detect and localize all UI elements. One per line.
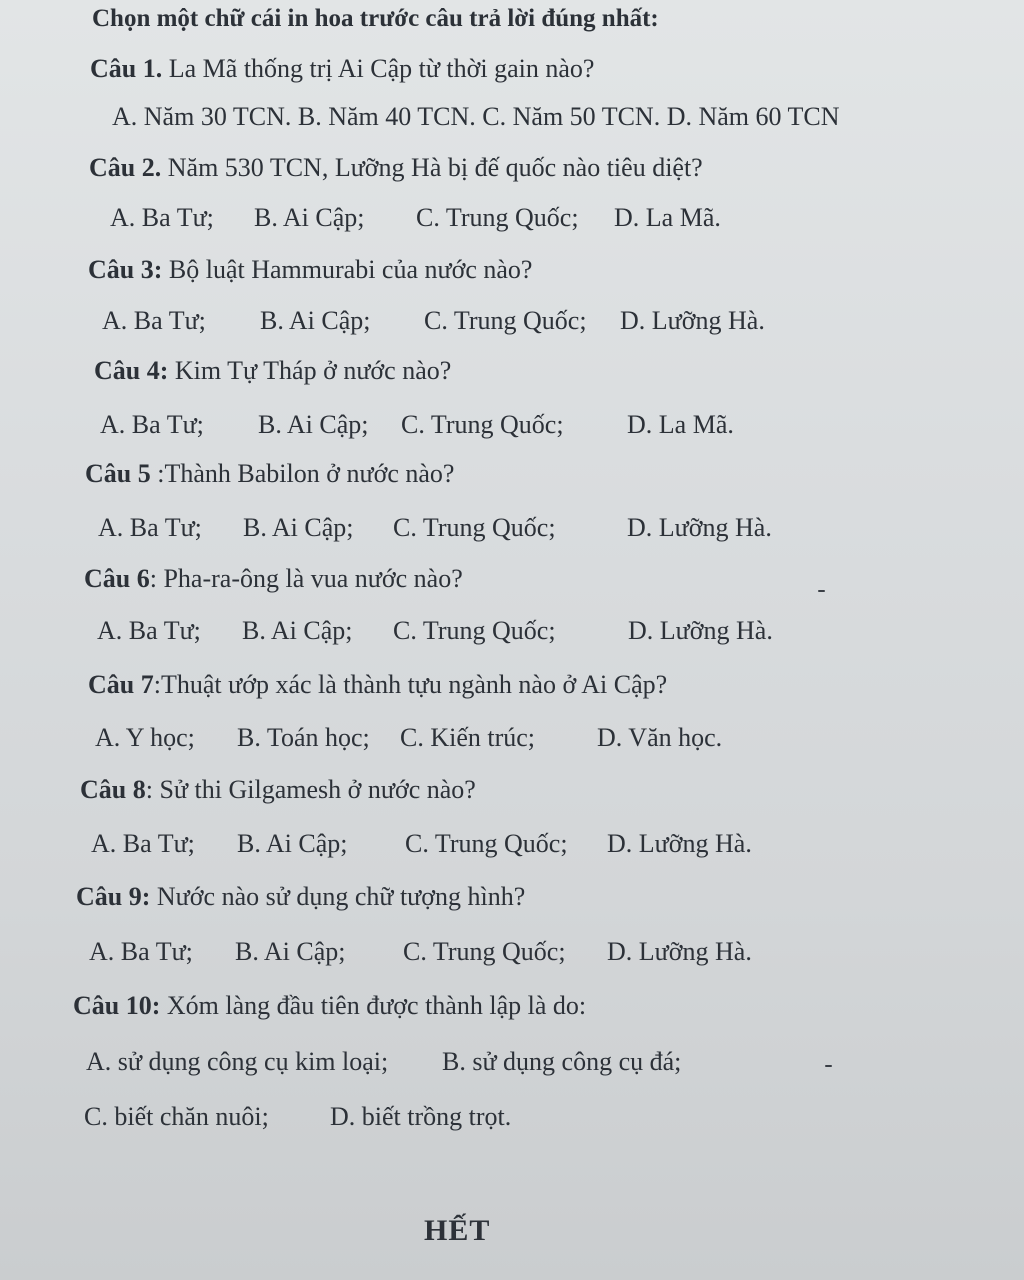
question-10-option-b: B. sử dụng công cụ đá; <box>442 1047 682 1076</box>
question-10 <box>73 991 586 1021</box>
question-4-option-b: B. Ai Cập; <box>258 410 369 439</box>
instruction-heading: Chọn một chữ cái in hoa trước câu trả lời đúng nhất: <box>92 5 659 32</box>
question-8-text: : Sử thi Gilgamesh ở nước nào? <box>145 775 476 804</box>
question-5-option-d: D. Lưỡng Hà. <box>627 513 772 542</box>
question-6 <box>84 564 463 594</box>
question-9-option-d: D. Lưỡng Hà. <box>607 937 752 966</box>
question-6-option-c: C. Trung Quốc; <box>393 616 556 645</box>
question-1 <box>90 54 594 84</box>
question-9-option-a: A. Ba Tư; <box>89 937 193 966</box>
question-1-options <box>112 102 840 132</box>
question-1-option-c: C. Năm 50 TCN. <box>482 102 661 131</box>
question-3-option-a: A. Ba Tư; <box>102 306 206 335</box>
question-9-options <box>89 937 752 967</box>
question-5-label: Câu 5 <box>85 459 151 488</box>
question-8-label: Câu 8 <box>80 775 146 804</box>
question-6-option-b: B. Ai Cập; <box>242 616 353 645</box>
question-3-label: Câu 3: <box>88 255 163 284</box>
question-10-option-d: D. biết trồng trọt. <box>330 1102 512 1131</box>
question-10-option-c: C. biết chăn nuôi; <box>84 1102 269 1131</box>
question-2-option-d: D. La Mã. <box>614 203 721 232</box>
question-7-option-b: B. Toán học; <box>237 723 370 752</box>
question-10-option-a: A. sử dụng công cụ kim loại; <box>86 1047 389 1076</box>
question-7-option-c: C. Kiến trúc; <box>400 723 536 752</box>
question-7-text: :Thuật ướp xác là thành tựu ngành nào ở Ai Cập? <box>153 670 668 699</box>
question-1-option-b: B. Năm 40 TCN. <box>297 102 476 131</box>
question-1-option-a: A. Năm 30 TCN. <box>112 102 292 131</box>
question-4-text: Kim Tự Tháp ở nước nào? <box>168 356 452 385</box>
question-10-text: Xóm làng đầu tiên được thành lập là do: <box>160 991 587 1020</box>
question-4 <box>94 356 451 386</box>
question-7-options <box>95 723 722 753</box>
question-9 <box>76 882 525 912</box>
question-8-option-d: D. Lưỡng Hà. <box>607 829 752 858</box>
question-4-label: Câu 4: <box>94 356 169 385</box>
question-5-option-a: A. Ba Tư; <box>98 513 202 542</box>
question-6-option-d: D. Lưỡng Hà. <box>628 616 773 645</box>
question-8 <box>80 775 476 805</box>
question-2 <box>89 153 703 183</box>
question-2-option-a: A. Ba Tư; <box>110 203 214 232</box>
question-2-option-b: B. Ai Cập; <box>254 203 365 232</box>
question-9-text: Nước nào sử dụng chữ tượng hình? <box>150 882 526 911</box>
question-10-options-row-1 <box>86 1047 681 1077</box>
question-3-option-b: B. Ai Cập; <box>260 306 371 335</box>
question-1-text: La Mã thống trị Ai Cập từ thời gain nào? <box>162 54 595 83</box>
question-5 <box>85 459 454 489</box>
question-4-option-a: A. Ba Tư; <box>100 410 204 439</box>
question-10-label: Câu 10: <box>73 991 161 1020</box>
question-6-label: Câu 6 <box>84 564 150 593</box>
question-9-label: Câu 9: <box>76 882 151 911</box>
question-2-options <box>110 203 721 233</box>
question-7-option-d: D. Văn học. <box>597 723 723 752</box>
question-6-options <box>97 616 773 646</box>
question-8-options <box>91 829 752 859</box>
question-3-text: Bộ luật Hammurabi của nước nào? <box>162 255 533 284</box>
question-5-option-b: B. Ai Cập; <box>243 513 354 542</box>
question-6-text: : Pha-ra-ông là vua nước nào? <box>149 564 463 593</box>
question-7-option-a: A. Y học; <box>95 723 195 752</box>
question-5-text: :Thành Babilon ở nước nào? <box>150 459 455 488</box>
pen-mark <box>825 1065 832 1067</box>
question-5-option-c: C. Trung Quốc; <box>393 513 556 542</box>
question-8-option-a: A. Ba Tư; <box>91 829 195 858</box>
question-10-options-row-2 <box>84 1102 511 1132</box>
question-1-label: Câu 1. <box>90 54 163 83</box>
pen-mark <box>818 590 825 592</box>
question-2-option-c: C. Trung Quốc; <box>416 203 579 232</box>
question-3-option-c: C. Trung Quốc; <box>424 306 587 335</box>
question-8-option-b: B. Ai Cập; <box>237 829 348 858</box>
question-8-option-c: C. Trung Quốc; <box>405 829 568 858</box>
question-2-label: Câu 2. <box>89 153 162 182</box>
question-6-option-a: A. Ba Tư; <box>97 616 201 645</box>
question-9-option-c: C. Trung Quốc; <box>403 937 566 966</box>
question-2-text: Năm 530 TCN, Lưỡng Hà bị đế quốc nào tiêu diệt? <box>161 153 703 182</box>
question-4-options <box>100 410 734 440</box>
question-3-option-d: D. Lưỡng Hà. <box>620 306 765 335</box>
question-5-options <box>98 513 772 543</box>
question-3-options <box>102 306 765 336</box>
end-marker: HẾT <box>424 1214 491 1247</box>
question-4-option-d: D. La Mã. <box>627 410 734 439</box>
question-7 <box>88 670 667 700</box>
question-3 <box>88 255 532 285</box>
question-7-label: Câu 7 <box>88 670 154 699</box>
question-1-option-d: D. Năm 60 TCN <box>666 102 840 131</box>
question-9-option-b: B. Ai Cập; <box>235 937 346 966</box>
question-4-option-c: C. Trung Quốc; <box>401 410 564 439</box>
